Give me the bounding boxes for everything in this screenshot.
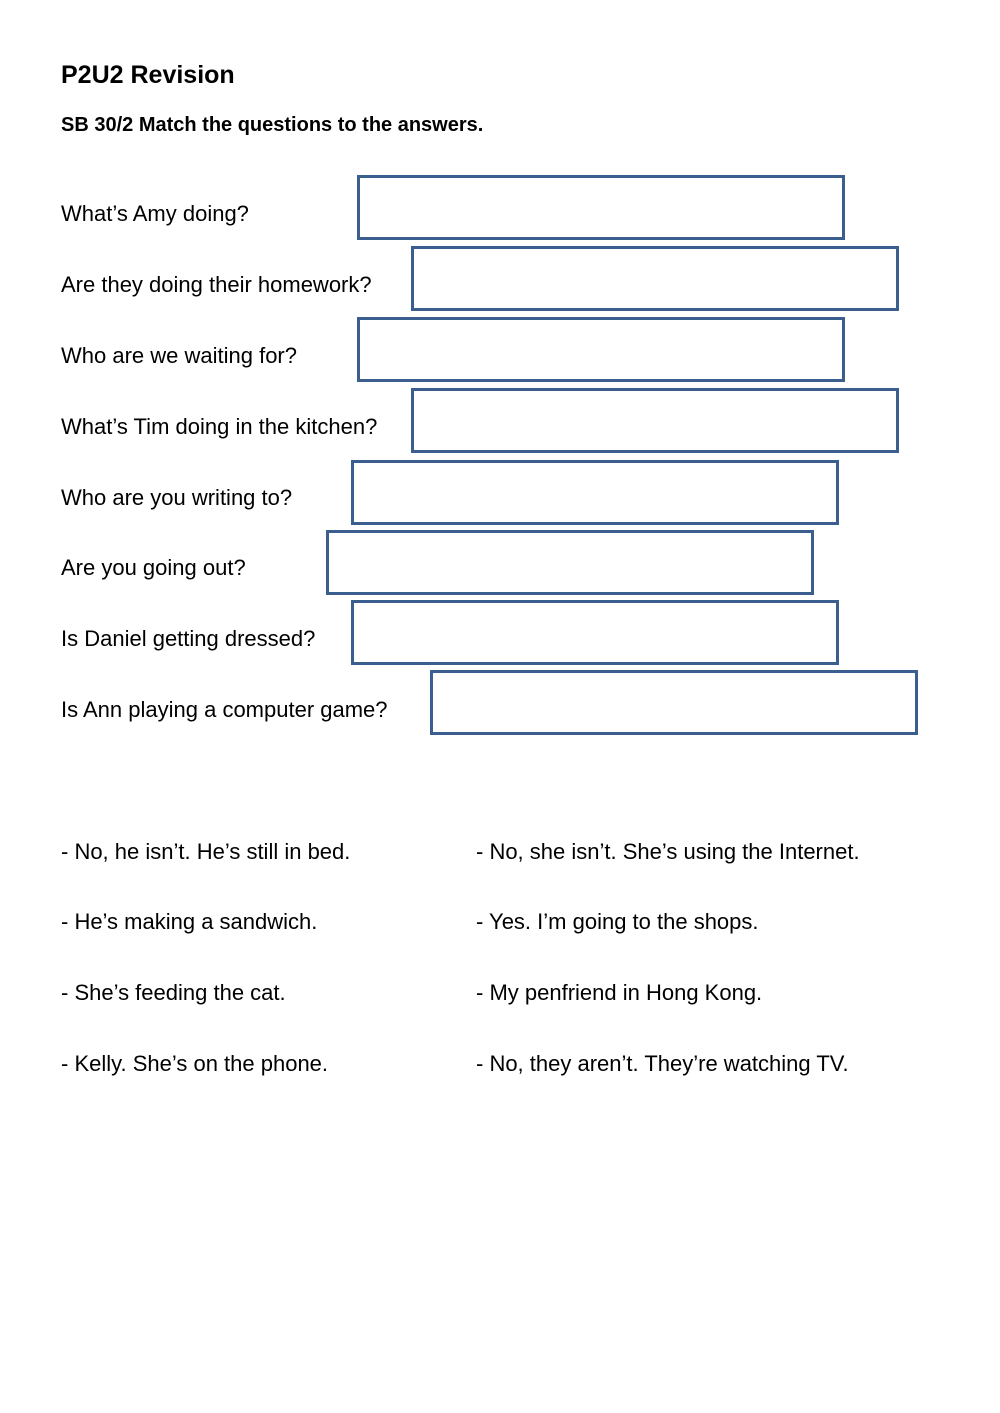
- question-5: Who are you writing to?: [61, 485, 293, 510]
- answer-box-5[interactable]: [351, 460, 839, 525]
- answer-option[interactable]: - No, they aren’t. They’re watching TV.: [476, 1051, 849, 1076]
- answer-box-8[interactable]: [430, 670, 918, 735]
- answer-option[interactable]: - No, she isn’t. She’s using the Internet.: [476, 839, 860, 864]
- answer-option[interactable]: - No, he isn’t. He’s still in bed.: [61, 839, 351, 864]
- instruction-text: SB 30/2 Match the questions to the answers.: [61, 114, 484, 136]
- question-8: Is Ann playing a computer game?: [61, 697, 388, 722]
- answer-box-3[interactable]: [357, 317, 845, 382]
- answer-box-1[interactable]: [357, 175, 845, 240]
- answer-option[interactable]: - He’s making a sandwich.: [61, 909, 318, 934]
- question-6: Are you going out?: [61, 555, 246, 580]
- answer-box-7[interactable]: [351, 600, 839, 665]
- question-4: What’s Tim doing in the kitchen?: [61, 414, 378, 439]
- answer-box-6[interactable]: [326, 530, 814, 595]
- answer-option[interactable]: - My penfriend in Hong Kong.: [476, 980, 763, 1005]
- answer-box-4[interactable]: [411, 388, 899, 453]
- answer-option[interactable]: - Kelly. She’s on the phone.: [61, 1051, 329, 1076]
- question-7: Is Daniel getting dressed?: [61, 626, 316, 651]
- question-2: Are they doing their homework?: [61, 272, 372, 297]
- answer-option[interactable]: - She’s feeding the cat.: [61, 980, 286, 1005]
- answer-option[interactable]: - Yes. I’m going to the shops.: [476, 909, 759, 934]
- question-1: What’s Amy doing?: [61, 201, 249, 226]
- worksheet-title: P2U2 Revision: [61, 61, 235, 89]
- question-3: Who are we waiting for?: [61, 343, 297, 368]
- answer-box-2[interactable]: [411, 246, 899, 311]
